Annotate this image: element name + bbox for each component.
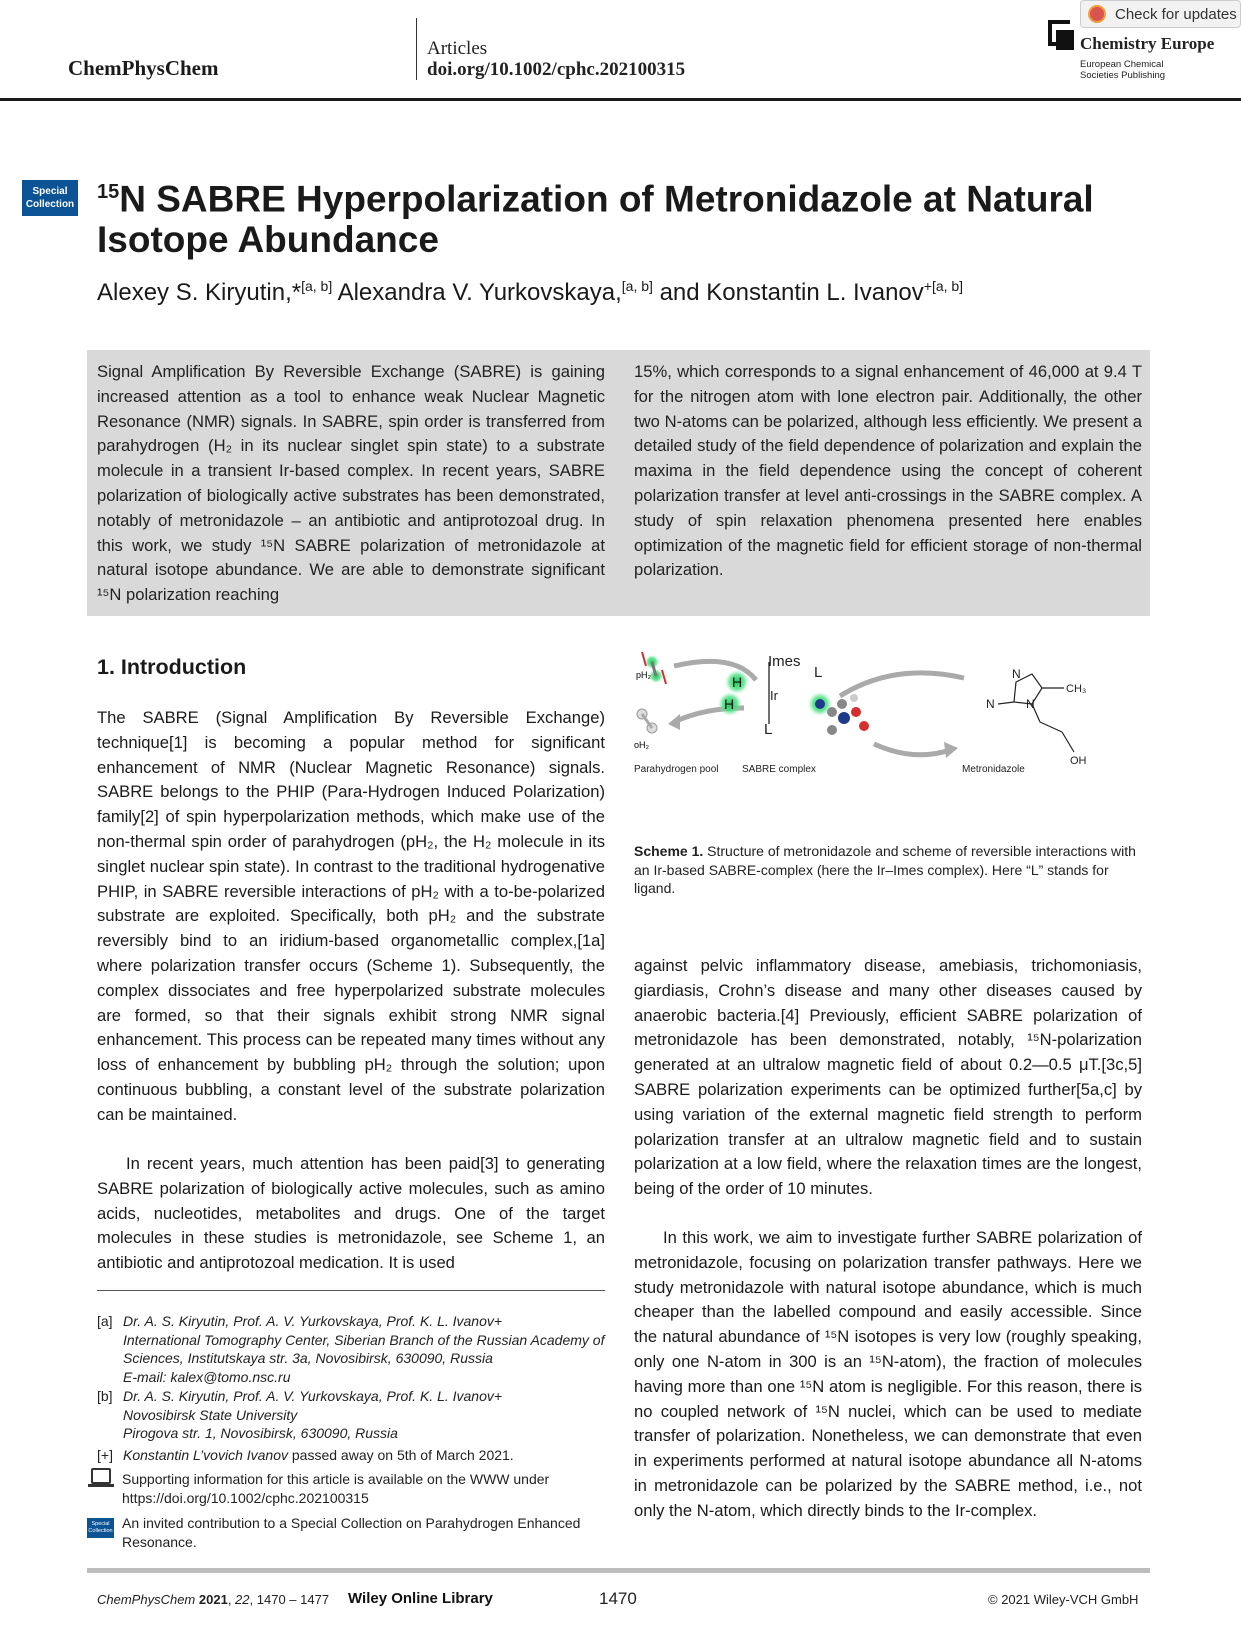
author-2-affiliation: [a, b] <box>621 278 653 294</box>
special-collection-icon: Special Collection <box>87 1518 114 1538</box>
complex-label: SABRE complex <box>742 764 816 775</box>
publisher-subtitle-2: Societies Publishing <box>1080 70 1166 81</box>
footnote-b <box>97 1387 605 1443</box>
association-arrowhead <box>944 742 958 758</box>
footer-citation: ChemPhysChem 2021, 22, 1470 – 1477 <box>97 1592 330 1607</box>
author-list <box>97 278 1177 307</box>
crossmark-icon[interactable] <box>1088 5 1106 23</box>
section-label: Articles <box>427 38 488 59</box>
n-nitro-label: N <box>986 697 995 711</box>
methyl-label: CH₃ <box>1066 683 1087 695</box>
n1-label: N <box>1026 697 1035 711</box>
hydride-label-2: H <box>724 696 735 712</box>
caption-label: Scheme 1. <box>634 843 704 859</box>
bound-substrate-model <box>808 692 869 735</box>
publisher-name: Chemistry Europe <box>1080 34 1215 53</box>
publisher-subtitle-1: European Chemical <box>1080 59 1164 70</box>
scheme-figure <box>634 652 1142 817</box>
release-arrowhead <box>668 714 680 730</box>
intro-paragraph-1: The SABRE (Signal Amplification By Reversible Exchange) technique[1] is becoming a popular method for significant enhancement of NMR (Nuclear Magnetic Resonance) signals. SABRE belongs to the PHIP (Para-Hydrogen Induced Polarization) family[2] of spin hyperpolarization methods, which make use of the non-thermal spin order of parahydrogen (pH₂, the H₂ molecule in its singlet nuclear spin state). In contrast to the traditional hydrogenative PHIP, in SABRE reversible interactions of pH₂ with a to-be-polarized substrate are exploited. Specifically, both pH₂ and the substrate reversibly bind to an iridium-based organometallic complex,[1a] where polarization transfer occurs (Scheme 1). Subsequently, the complex dissociates and free hyperpolarized substrate molecules are formed, so that their signals exhibit strong NMR signal enhancement. This process can be repeated many times without any loss of enhancement by bubbling pH₂ through the solution; upon continuous bubbling, a constant level of the substrate polarization can be maintained. <box>97 708 605 1124</box>
author-1-affiliation: [a, b] <box>301 278 333 294</box>
header-divider <box>416 18 417 80</box>
orthohydrogen-molecule <box>637 709 657 733</box>
association-arrow <box>874 744 950 755</box>
collection-note: An invited contribution to a Special Collection on Parahydrogen Enhanced Resonance. <box>122 1515 581 1550</box>
footnote-a-names: Dr. A. S. Kiryutin, Prof. A. V. Yurkovskaya, Prof. K. L. Ivanov+ <box>123 1313 503 1329</box>
intro-paragraph-3: against pelvic inflammatory disease, amebiasis, trichomoniasis, giardiasis, Crohn’s disease and many other diseases caused by anaerobic bacteria.[4] Previously, efficient SABRE polarization of metronidazole has been demonstrated, notably, ¹⁵N-polarization generated at an ultralow magnetic field of about 0.2—0.5 μT.[3c,5] SABRE polarization experiments can be optimized further[5a,c] by using variation of the external magnetic field strength to perform polarization transfer at an ultralow magnetic field and to sustain polarization at a low field, where the relaxation times are the longest, being of the order of 10 minutes. <box>634 956 1142 1199</box>
footnote-rule <box>97 1290 605 1291</box>
footnote-plus <box>97 1446 605 1465</box>
n3-label: N <box>1012 667 1021 681</box>
intro-paragraph-4: In this work, we aim to investigate further SABRE polarization of metronidazole, focusing on polarization transfer pathways. Here we study metronidazole with natural isotope abundance, which is much cheaper than the labelled compound and easily accessible. Since the natural abundance of ¹⁵N isotopes is very low (roughly speaking, only one N-atom in 300 is an ¹⁵N-atom), the fraction of molecules having more than one ¹⁵N atom is negligible. For this reason, there is no coupled network of ¹⁵N nuclei, which can be used to mediate transfer of polarization. Nonetheless, we can demonstrate that even in experiments performed at natural isotope abundance all N-atoms in metronidazole can be polarized by the SABRE method, i.e., not only the N-atom, which directly binds to the Ir-complex. <box>634 1228 1142 1520</box>
laptop-icon <box>91 1468 111 1484</box>
header-rule <box>0 98 1241 101</box>
footer-rule <box>87 1568 1150 1573</box>
scheme-caption <box>634 842 1142 898</box>
intro-paragraph-2: In recent years, much attention has been paid[3] to generating SABRE polarization of biologically active molecules, such as amino acids, nucleotides, metabolites and drugs. One of the target molecules in these studies is metronidazole, see Scheme 1, an antibiotic and antiprotozoal medication. It is used <box>97 1154 605 1273</box>
laptop-base-icon <box>88 1484 114 1487</box>
ph2-label: pH₂ <box>636 670 651 680</box>
footer-pages: 1470 – 1477 <box>256 1592 330 1607</box>
metronidazole-structure <box>998 674 1074 752</box>
footnote-plus-text: passed away on 5th of March 2021. <box>288 1447 514 1463</box>
check-for-updates-button[interactable]: Check for updates <box>1080 0 1241 28</box>
abstract-column-2: 15%, which corresponds to a signal enhancement of 46,000 at 9.4 T for the nitrogen atom with lone electron pair. Additionally, the other two N-atoms can be polarized, although less efficiently. We present a detailed study of the field dependence of polarization and explain the maxima in the field dependence using the concept of coherent polarization transfer at level anti-crossings in the SABRE complex. A study of spin relaxation phenomena presented here enables optimization of the magnetic field for efficient storage of non-thermal polarization. <box>634 362 1142 580</box>
author-1[interactable]: Alexey S. Kiryutin,* <box>97 279 302 306</box>
footer-volume: 22 <box>235 1592 250 1607</box>
footnote-b-label: [b] <box>97 1388 113 1404</box>
footnote-a-email[interactable]: E-mail: kalex@tomo.nsc.ru <box>123 1368 291 1385</box>
footnote-b-address: Pirogova str. 1, Novosibirsk, 630090, Russia <box>123 1425 398 1442</box>
author-2[interactable]: Alexandra V. Yurkovskaya, <box>332 279 622 306</box>
author-3-affiliation: +[a, b] <box>923 278 964 294</box>
hydride-label-1: H <box>732 674 743 690</box>
author-3[interactable]: and Konstantin L. Ivanov <box>652 279 924 306</box>
footer-journal: ChemPhysChem <box>97 1592 196 1607</box>
title-isotope: 15 <box>97 181 120 203</box>
pool-label: Parahydrogen pool <box>634 764 719 775</box>
article-title <box>97 172 1177 260</box>
footnote-a-label: [a] <box>97 1313 113 1329</box>
copyright: © 2021 Wiley-VCH GmbH <box>988 1592 1139 1607</box>
imes-label: Imes <box>768 653 801 670</box>
journal-name: ChemPhysChem <box>68 56 219 80</box>
special-collection-badge <box>22 180 78 216</box>
caption-text: Structure of metronidazole and scheme of reversible interactions with an Ir-based SABRE-complex (here the Ir–Imes complex). Here “L” stands for ligand. <box>634 843 1136 897</box>
footnote-a-institution: International Tomography Center, Siberian Branch of the Russian Academy of Sciences, Institutskaya str. 3a, Novosibirsk, 630090, Russia <box>123 1331 605 1367</box>
footer-year: 2021 <box>198 1592 228 1607</box>
doi-link[interactable]: doi.org/10.1002/cphc.202100315 <box>427 59 686 80</box>
hydroxyl-label: OH <box>1070 755 1087 767</box>
oh2-label: oH₂ <box>634 740 649 750</box>
section-heading: 1. Introduction <box>97 655 247 679</box>
badge-line-1: Special <box>32 186 68 197</box>
wiley-online-library-link[interactable]: Wiley Online Library <box>348 1590 493 1607</box>
footnote-a <box>97 1312 605 1386</box>
footnote-b-institution: Novosibirsk State University <box>123 1406 298 1423</box>
dissociation-arrow <box>840 673 964 696</box>
ligand-label-1: L <box>814 664 823 681</box>
title-text: N SABRE Hyperpolarization of Metronidazole at Natural Isotope Abundance <box>97 178 1094 261</box>
footnote-plus-label: [+] <box>97 1447 113 1463</box>
supporting-info-note[interactable]: Supporting information for this article is available on the WWW under https://doi.org/10.1002/cphc.202100315 <box>122 1471 550 1506</box>
footnote-plus-name: Konstantin L’vovich Ivanov <box>123 1447 288 1463</box>
metronidazole-label: Metronidazole <box>962 764 1025 775</box>
abstract-column-1: Signal Amplification By Reversible Exchange (SABRE) is gaining increased attention as a tool to enhance weak Nuclear Magnetic Resonance (NMR) signals. In SABRE, spin order is transferred from parahydrogen (H₂ in its nuclear singlet spin state) to a substrate molecule in a transient Ir-based complex. In recent years, SABRE polarization of biologically active substrates has been demonstrated, notably of metronidazole – an antibiotic and antiprotozoal drug. In this work, we study ¹⁵N SABRE polarization of metronidazole at natural isotope abundance. We are able to demonstrate significant ¹⁵N polarization reaching <box>97 362 605 605</box>
badge-line-2: Collection <box>25 199 75 210</box>
publisher-logo-block <box>1056 30 1074 50</box>
ligand-label-2: L <box>764 721 773 738</box>
ir-label: Ir <box>770 688 778 703</box>
page-number: 1470 <box>599 1589 637 1608</box>
footnote-b-names: Dr. A. S. Kiryutin, Prof. A. V. Yurkovskaya, Prof. K. L. Ivanov+ <box>123 1388 503 1404</box>
